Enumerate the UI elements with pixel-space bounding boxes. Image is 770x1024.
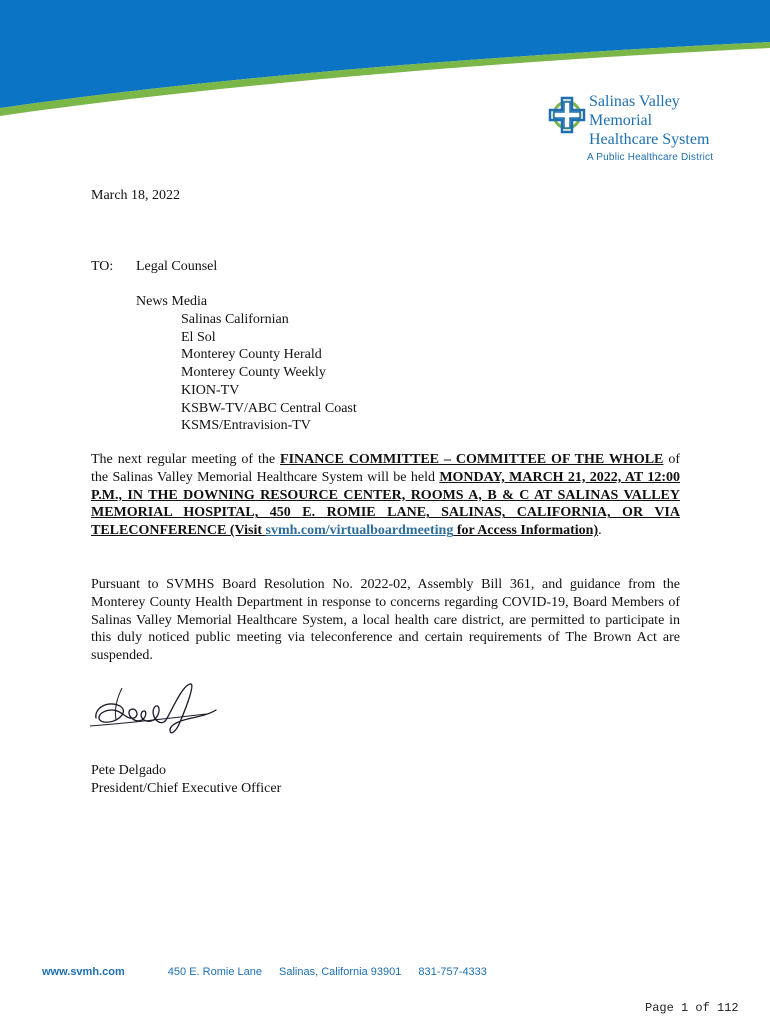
media-outlet-list <box>181 311 357 435</box>
teleconference-paragraph: Pursuant to SVMHS Board Resolution No. 2022-02, Assembly Bill 361, and guidance from the Monterey County Health Department in response to concerns regarding COVID-19, Board Members of Salinas Valley Memorial Healthcare System, a local health care district, are permitted to participate in this duly noticed public meeting via teleconference and certain requirements of The Brown Act are suspended. <box>91 577 680 664</box>
org-tagline: A Public Healthcare District <box>587 152 714 163</box>
list-item: Monterey County Herald <box>181 347 322 363</box>
signer-title: President/Chief Executive Officer <box>91 781 282 796</box>
list-item: KSMS/Entravision-TV <box>181 418 311 434</box>
list-item: Monterey County Weekly <box>181 365 326 381</box>
letterhead-footer <box>42 966 501 978</box>
notice-text: . <box>598 523 602 539</box>
meeting-details: MONDAY, MARCH 21, 2022, AT 12:00 P.M., IN THE DOWNING RESOURCE CENTER, ROOMS A, B & C AT SALINAS VALLEY MEMORIAL HOSPITAL, 450 E. ROMIE LANE, SALINAS, CALIFORNIA, OR VIA TELECONFERENCE (Visit <box>91 469 680 539</box>
org-logo <box>548 92 748 168</box>
footer-website: www.svmh.com <box>42 966 125 978</box>
virtual-meeting-link[interactable]: svmh.com/virtualboardmeeting <box>265 523 454 539</box>
meeting-notice-paragraph <box>91 451 680 540</box>
org-name-line-2: Memorial <box>589 112 653 129</box>
cross-logo-icon <box>548 94 586 136</box>
to-label: TO: <box>91 259 114 274</box>
org-name-line-1: Salinas Valley <box>589 93 680 110</box>
notice-text: The next regular meeting of the <box>91 452 281 467</box>
footer-city: Salinas, California 93901 <box>279 966 402 978</box>
signer-name: Pete Delgado <box>91 763 167 778</box>
org-name-line-3: Healthcare System <box>589 131 710 148</box>
recipient-news-media: News Media <box>136 294 208 309</box>
list-item: KSBW-TV/ABC Central Coast <box>181 400 357 416</box>
footer-address: 450 E. Romie Lane <box>167 966 262 978</box>
letter-date: March 18, 2022 <box>91 188 181 203</box>
access-info: for Access Information) <box>453 523 599 539</box>
handwritten-signature <box>86 680 221 742</box>
committee-name: FINANCE COMMITTEE – COMMITTEE OF THE WHOLE <box>280 452 664 467</box>
footer-phone: 831-757-4333 <box>418 966 487 978</box>
list-item: KION-TV <box>181 382 240 398</box>
notice-text: of the Salinas Valley Memorial Healthcare System will be held <box>91 452 680 485</box>
list-item: Salinas Californian <box>181 312 289 327</box>
list-item: El Sol <box>181 329 216 345</box>
recipient-legal-counsel: Legal Counsel <box>136 259 218 274</box>
page-number: Page 1 of 112 <box>645 1001 739 1015</box>
org-name <box>589 92 709 149</box>
